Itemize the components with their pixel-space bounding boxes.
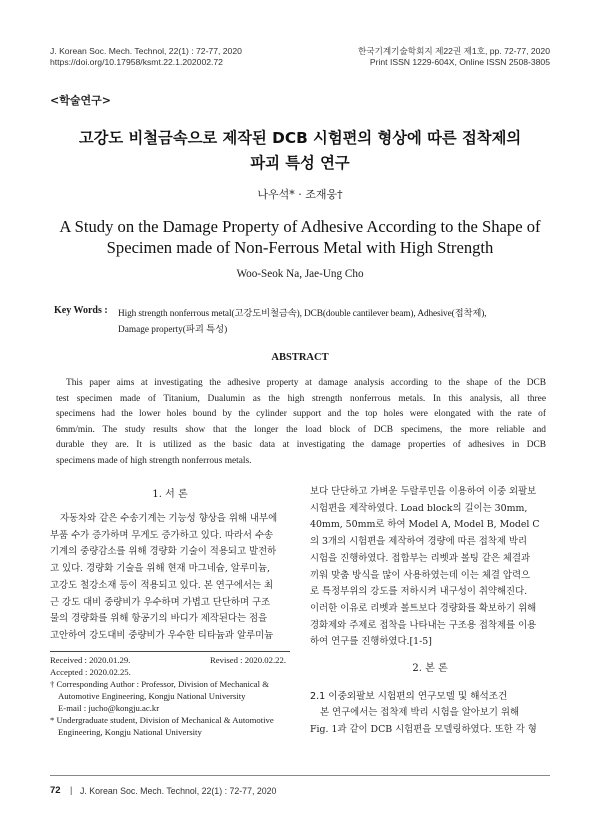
subsection-2-1-line-1: 본 연구에서는 접착제 박리 시험을 알아보기 위해 — [320, 707, 520, 718]
right-column-body — [310, 484, 550, 651]
abstract-body — [56, 376, 546, 469]
undergraduate-note-line2: Engineering, Kongju National University — [58, 727, 202, 737]
undergraduate-note-line1: * Undergraduate student, Division of Mechanical & Automotive — [50, 715, 274, 725]
right-column-line-10: 하여 연구를 진행하였다.[1-5] — [310, 636, 432, 648]
section2-heading: 2. 본 론 — [412, 663, 448, 674]
title-english-line1: A Study on the Damage Property of Adhesive According to the Shape of — [59, 217, 541, 236]
issn-line: Print ISSN 1229-604X, Online ISSN 2508-3805 — [369, 57, 550, 67]
abstract-line-3: specimens had the lower holes bound by the cylinder support and the top holes were elongated with the rate of — [56, 409, 546, 419]
subsection-2-1-body — [310, 705, 550, 738]
keywords-label: Key Words : — [54, 305, 108, 316]
journal-citation-korean: 한국기계기술학회지 제22권 제1호, pp. 72-77, 2020 — [357, 46, 550, 56]
right-column-line-4: 의 3개의 시험편을 제작하여 경량에 따른 접착제 박리 — [310, 536, 528, 548]
article-category: <학술연구> — [50, 94, 111, 107]
journal-citation: J. Korean Soc. Mech. Technol, 22(1) : 72-77, 2020 — [50, 46, 242, 56]
section1-line-4: 고 있다. 경량화 기술을 위해 현재 마그네슘, 알루미늄, — [50, 563, 270, 575]
revised-date: Revised : 2020.02.22. — [210, 655, 287, 665]
abstract-line-5: durable they are. It is utilized as the basic data at investigating the damage properties of adhesives in DCB — [56, 440, 546, 450]
subsection-2-1-heading: 2.1 이중외팔보 시험편의 연구모델 및 해석조건 — [310, 691, 508, 702]
right-column-line-6: 끼워 맞춤 방식을 많이 사용하였는데 이는 체결 압력으 — [310, 569, 531, 581]
title-korean-line2: 파괴 특성 연구 — [250, 154, 350, 172]
section1-line-7: 물의 경량화를 위해 항공기의 바디가 제작된다는 점을 — [50, 613, 268, 625]
right-column-line-3: 40mm, 50mm로 하여 Model A, Model B, Model C — [310, 519, 540, 531]
section1-line-3: 기계의 중량감소를 위해 경량화 기술이 적용되고 발전하 — [50, 546, 277, 558]
right-column-line-8: 이러한 이유로 리벳과 볼트보다 경량화를 확보하기 위해 — [310, 602, 537, 614]
footer-citation: J. Korean Soc. Mech. Technol, 22(1) : 72-77, 2020 — [80, 786, 277, 796]
right-column-line-2: 시험편을 제작하였다. Load block의 길이는 30mm, — [310, 502, 528, 514]
corresponding-author-line2: Automotive Engineering, Kongju National University — [58, 691, 246, 701]
footnote-rule — [50, 651, 290, 652]
abstract-line-1: This paper aims at investigating the adhesive property at damage analysis according to the shape of the DCB — [66, 378, 546, 388]
footer-separator: | — [70, 785, 73, 795]
abstract-line-6: specimens made of high strength nonferrous metals. — [56, 455, 252, 466]
right-column-line-7: 로 특정부위의 강도를 저하시켜 내구성이 취약해진다. — [310, 586, 528, 598]
page-number: 72 — [50, 785, 61, 796]
section1-body — [50, 511, 290, 645]
abstract-heading: ABSTRACT — [271, 352, 329, 363]
authors-korean: 나우석* · 조재웅† — [257, 188, 343, 201]
section1-line-1: 자동차와 같은 수송기계는 기능성 향상을 위해 내부에 — [60, 513, 278, 524]
footer-rule — [50, 775, 550, 776]
keywords-line1: High strength nonferrous metal(고강도비철금속), DCB(double cantilever beam), Adhesive(접착제), — [118, 309, 487, 319]
title-korean-line1: 고강도 비철금속으로 제작된 DCB 시험편의 형상에 따른 접착제의 — [78, 129, 522, 147]
abstract-line-4: 6mm/min. The study results show that the longer the load block of DCB specimens, the more reliable and — [56, 424, 546, 435]
section1-heading: 1. 서 론 — [152, 489, 188, 500]
received-date: Received : 2020.01.29. — [50, 655, 131, 665]
authors-english: Woo-Seok Na, Jae-Ung Cho — [236, 268, 364, 280]
right-column-line-1: 보다 단단하고 가벼운 두랄루민을 이용하여 이중 외팔보 — [310, 486, 537, 497]
accepted-date: Accepted : 2020.02.25. — [50, 667, 131, 677]
section1-line-6: 근 강도 대비 중량비가 우수하며 가볍고 단단하며 구조 — [50, 596, 271, 608]
keywords-line2: Damage property(파괴 특성) — [118, 325, 228, 335]
abstract-line-2: test specimen made of Titanium, Dualumin as the high strength nonferrous metals. In this analysis, all three — [56, 393, 546, 404]
corresponding-author-line1: † Corresponding Author : Professor, Division of Mechanical & — [50, 679, 269, 689]
corresponding-author-email[interactable]: E-mail : jucho@kongju.ac.kr — [58, 703, 160, 713]
section1-line-8: 고안하여 강도대비 중량비가 우수한 티타늄과 알루미늄 — [50, 629, 274, 641]
doi-link[interactable]: https://doi.org/10.17958/ksmt.22.1.202002.72 — [50, 57, 223, 67]
right-column-line-5: 시험을 진행하였다. 접합부는 리벳과 볼팅 같은 체결과 — [310, 552, 531, 564]
section1-line-2: 부품 수가 증가하며 무게도 증가하고 있다. 따라서 수송 — [50, 529, 274, 541]
title-english-line2: Specimen made of Non-Ferrous Metal with High Strength — [106, 238, 494, 257]
right-column-line-9: 경화제와 주제로 접착을 나타내는 구조용 접착제를 이용 — [310, 619, 537, 631]
section1-line-5: 고강도 철강소재 등이 적용되고 있다. 본 연구에서는 최 — [50, 579, 274, 591]
subsection-2-1-line-2: Fig. 1과 같이 DCB 시험편을 모델링하였다. 또한 각 형 — [310, 723, 537, 735]
